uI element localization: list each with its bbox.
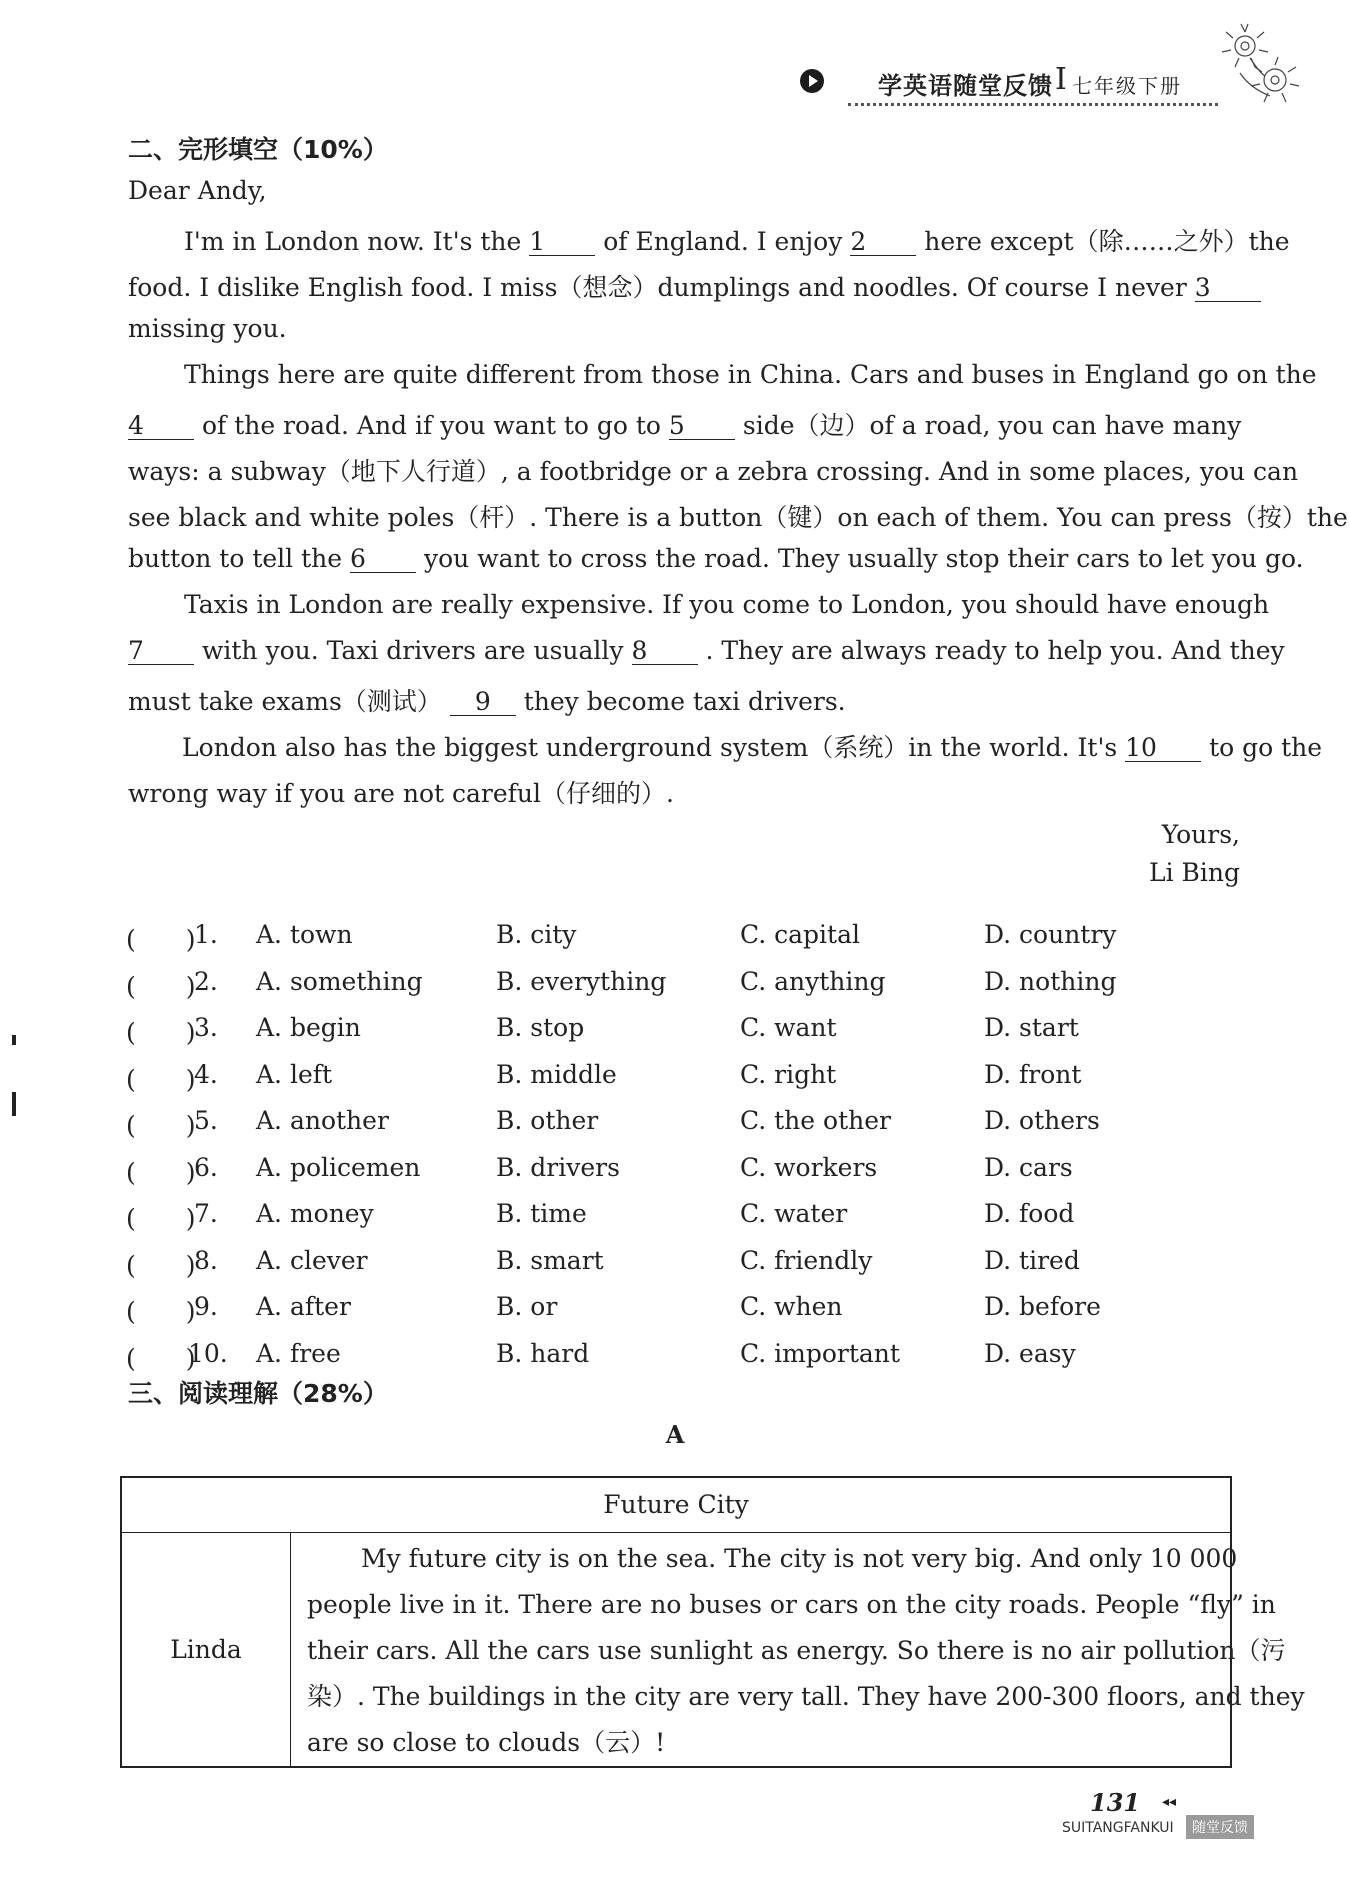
answer-paren[interactable]: ( ) — [126, 1204, 196, 1233]
margin-mark — [12, 1092, 16, 1116]
page-arrows-icon: ◂◂ — [1162, 1794, 1177, 1810]
option-c[interactable]: C. right — [740, 1059, 837, 1089]
paragraph-4-line-2: wrong way if you are not careful（仔细的）. — [128, 779, 674, 808]
paragraph-2-line-1: Things here are quite different from those in China. Cars and buses in England go on the — [184, 360, 1317, 389]
option-a[interactable]: A. another — [256, 1106, 389, 1135]
option-b[interactable]: B. stop — [496, 1013, 585, 1042]
blank-6[interactable]: 6 — [350, 546, 416, 573]
play-icon — [800, 69, 824, 93]
margin-mark — [12, 1035, 16, 1045]
option-c[interactable]: C. friendly — [740, 1245, 873, 1275]
table-text-line: are so close to clouds（云）! — [307, 1728, 666, 1757]
option-a[interactable]: A. left — [256, 1059, 333, 1089]
option-d[interactable]: D. tired — [984, 1245, 1080, 1275]
option-c[interactable]: C. when — [740, 1292, 843, 1321]
option-d[interactable]: D. food — [984, 1199, 1075, 1228]
table-row-name: Linda — [122, 1532, 291, 1766]
option-a[interactable]: A. money — [256, 1199, 374, 1228]
option-b[interactable]: B. everything — [496, 966, 667, 996]
option-row — [126, 1199, 1246, 1239]
question-number: 10. — [188, 1338, 228, 1368]
option-a[interactable]: A. clever — [256, 1245, 368, 1275]
table-text-line: their cars. All the cars use sunlight as energy. So there is no air pollution（污 — [307, 1636, 1286, 1665]
blank-8[interactable]: 8 — [632, 638, 698, 665]
option-d[interactable]: D. country — [984, 920, 1117, 949]
answer-paren[interactable]: ( ) — [126, 971, 196, 1001]
option-c[interactable]: C. the other — [740, 1106, 891, 1135]
footer-label: 随堂反馈 — [1186, 1815, 1254, 1839]
option-d[interactable]: D. others — [984, 1106, 1100, 1135]
paragraph-2-line-5: button to tell the 6 you want to cross the road. They usually stop their cars to let you go. — [128, 544, 1304, 573]
blank-9[interactable]: 9 — [450, 689, 516, 716]
paragraph-3-line-1: Taxis in London are really expensive. If you come to London, you should have enough — [184, 590, 1270, 619]
option-row — [126, 967, 1246, 1007]
option-row — [126, 920, 1246, 960]
option-b[interactable]: B. smart — [496, 1245, 604, 1275]
option-b[interactable]: B. city — [496, 920, 577, 949]
option-c[interactable]: C. capital — [740, 920, 860, 949]
cloze-section-title: 二、完形填空（10%） — [128, 135, 388, 164]
answer-paren[interactable]: ( ) — [126, 1018, 196, 1047]
table-text-line: people live in it. There are no buses or cars on the city roads. People “fly” in — [307, 1590, 1276, 1619]
question-number: 5. — [194, 1106, 218, 1135]
question-number: 9. — [194, 1292, 218, 1321]
blank-5[interactable]: 5 — [669, 413, 735, 440]
option-a[interactable]: A. after — [256, 1292, 351, 1321]
answer-paren[interactable]: ( ) — [126, 1111, 196, 1140]
paragraph-2-line-2: 4 of the road. And if you want to go to 5 side（边）of a road, you can have many — [128, 411, 1242, 440]
header-separator: I — [1055, 62, 1067, 97]
option-a[interactable]: A. town — [256, 920, 353, 949]
table-text-line: 染）. The buildings in the city are very tall. They have 200-300 floors, and they — [307, 1682, 1305, 1711]
letter-greeting: Dear Andy, — [128, 176, 267, 205]
option-b[interactable]: B. or — [496, 1292, 558, 1321]
table-row-text — [307, 1536, 1305, 1766]
paragraph-1-line-3: missing you. — [128, 314, 287, 343]
table-header: Future City — [122, 1478, 1230, 1533]
book-subtitle: 七年级下册 — [1072, 74, 1182, 98]
question-number: 2. — [194, 966, 218, 996]
option-a[interactable]: A. begin — [256, 1013, 361, 1042]
question-number: 6. — [194, 1152, 218, 1182]
letter-signature: Li Bing — [1148, 858, 1240, 887]
option-row — [126, 1339, 1246, 1379]
reading-part-label: A — [665, 1420, 685, 1449]
header-dotted-line — [848, 103, 1218, 106]
footer-brand: SUITANGFANKUI — [1062, 1820, 1174, 1836]
option-row — [126, 1246, 1246, 1286]
question-number: 8. — [194, 1245, 218, 1275]
blank-10[interactable]: 10 — [1125, 735, 1201, 762]
option-row — [126, 1292, 1246, 1332]
paragraph-1-line-2: food. I dislike English food. I miss（想念）dumplings and noodles. Of course I never 3 — [128, 268, 1240, 304]
option-b[interactable]: B. other — [496, 1106, 599, 1135]
option-b[interactable]: B. hard — [496, 1338, 590, 1368]
option-d[interactable]: D. nothing — [984, 966, 1117, 996]
answer-paren[interactable]: ( ) — [126, 925, 196, 954]
answer-paren[interactable]: ( ) — [126, 1250, 196, 1280]
question-number: 1. — [194, 920, 218, 949]
option-b[interactable]: B. middle — [496, 1059, 617, 1089]
future-city-table — [120, 1476, 1305, 1768]
page-header — [800, 52, 1240, 112]
option-row — [126, 1013, 1246, 1053]
option-d[interactable]: D. before — [984, 1292, 1101, 1321]
option-c[interactable]: C. anything — [740, 966, 886, 996]
option-c[interactable]: C. workers — [740, 1152, 878, 1182]
option-c[interactable]: C. important — [740, 1338, 900, 1368]
reading-section-title: 三、阅读理解（28%） — [128, 1379, 388, 1408]
option-c[interactable]: C. want — [740, 1013, 837, 1042]
answer-paren[interactable]: ( ) — [126, 1343, 196, 1373]
paragraph-3-line-3: must take exams（测试） 9 they become taxi drivers. — [128, 687, 846, 716]
option-d[interactable]: D. start — [984, 1013, 1079, 1042]
option-d[interactable]: D. front — [984, 1059, 1082, 1089]
paragraph-1-line-1: I'm in London now. It's the 1 of England. I enjoy 2 here except（除……之外）the — [184, 227, 1290, 256]
blank-1[interactable]: 1 — [529, 229, 595, 256]
option-row — [126, 1153, 1246, 1193]
option-d[interactable]: D. easy — [984, 1338, 1076, 1368]
paragraph-2-line-4: see black and white poles（杆）. There is a button（键）on each of them. You can press（按）the — [128, 503, 1348, 532]
sunflower-decoration-icon — [1210, 18, 1310, 118]
page-number: 131 — [1090, 1788, 1141, 1817]
answer-paren[interactable]: ( ) — [126, 1064, 196, 1094]
option-a[interactable]: A. free — [256, 1338, 341, 1368]
question-number: 4. — [194, 1059, 218, 1089]
question-number: 7. — [194, 1199, 218, 1228]
paragraph-3-line-2: 7 with you. Taxi drivers are usually 8 . They are always ready to help you. And they — [128, 636, 1285, 665]
book-title: 学英语随堂反馈 — [878, 72, 1053, 100]
question-number: 3. — [194, 1013, 218, 1042]
answer-paren[interactable]: ( ) — [126, 1157, 196, 1187]
option-a[interactable]: A. something — [256, 966, 423, 996]
option-a[interactable]: A. policemen — [256, 1152, 421, 1182]
option-row — [126, 1060, 1246, 1100]
option-d[interactable]: D. cars — [984, 1152, 1073, 1182]
answer-paren[interactable]: ( ) — [126, 1297, 196, 1326]
option-b[interactable]: B. drivers — [496, 1152, 620, 1182]
blank-3[interactable]: 3 — [1195, 275, 1261, 302]
option-b[interactable]: B. time — [496, 1199, 587, 1228]
letter-closing: Yours, — [1161, 820, 1240, 849]
table-text-line: My future city is on the sea. The city is not very big. And only 10 000 — [361, 1544, 1238, 1573]
paragraph-4-line-1: London also has the biggest underground system（系统）in the world. It's 10 to go the — [182, 733, 1323, 762]
paragraph-2-line-3: ways: a subway（地下人行道）, a footbridge or a zebra crossing. And in some places, you can — [128, 457, 1299, 486]
option-row — [126, 1106, 1246, 1146]
blank-7[interactable]: 7 — [128, 638, 194, 665]
blank-2[interactable]: 2 — [850, 229, 916, 256]
blank-4[interactable]: 4 — [128, 413, 194, 440]
option-c[interactable]: C. water — [740, 1199, 848, 1228]
